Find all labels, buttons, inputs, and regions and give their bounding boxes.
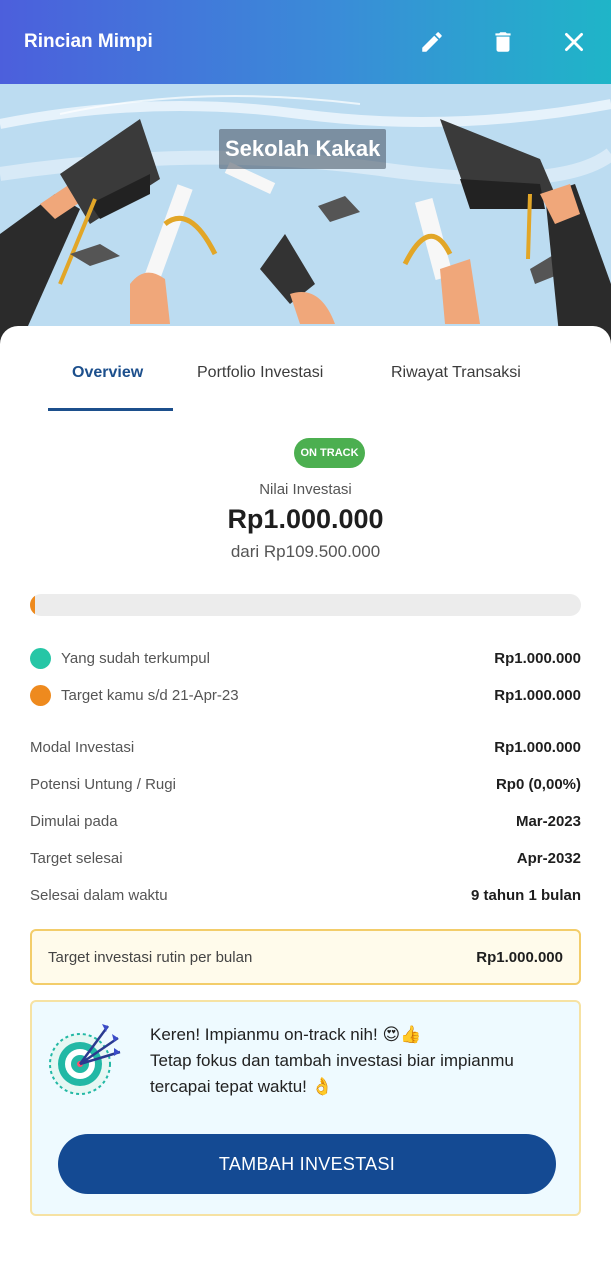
edit-icon[interactable]: [419, 29, 445, 55]
tab-riwayat-transaksi[interactable]: Riwayat Transaksi: [391, 364, 521, 381]
status-badge: ON TRACK: [294, 438, 365, 468]
detail-label: Target selesai: [30, 849, 123, 867]
legend-label: Yang sudah terkumpul: [61, 649, 210, 667]
detail-value: Apr-2032: [516, 849, 581, 867]
nilai-investasi-value: Rp1.000.000: [227, 504, 384, 534]
detail-row-dimulai: [30, 809, 581, 833]
legend-item-terkumpul: [30, 646, 581, 670]
motivation-line-2: Tetap fokus dan tambah investasi biar impianmu tercapai tepat waktu! 👌: [150, 1051, 514, 1096]
page-title: Rincian Mimpi: [24, 31, 153, 52]
trash-icon[interactable]: [490, 29, 516, 55]
tab-bar: [0, 326, 611, 412]
legend-value: Rp1.000.000: [494, 649, 581, 667]
motivation-box: [30, 1000, 581, 1216]
progress-bar: [30, 594, 581, 616]
monthly-target-label: Target investasi rutin per bulan: [48, 948, 253, 966]
detail-value: 9 tahun 1 bulan: [470, 886, 581, 904]
detail-label: Selesai dalam waktu: [30, 886, 168, 904]
target-total: dari Rp109.500.000: [230, 542, 381, 561]
dream-title: Sekolah Kakak: [219, 129, 386, 169]
legend-dot-icon: [30, 685, 51, 706]
detail-row-modal: [30, 735, 581, 759]
active-tab-indicator: [48, 408, 173, 411]
detail-value: Rp1.000.000: [494, 738, 581, 756]
target-dart-icon: [46, 1018, 126, 1098]
tab-portfolio-investasi[interactable]: Portfolio Investasi: [197, 364, 324, 381]
detail-row-target-selesai: [30, 846, 581, 870]
detail-row-potensi: [30, 772, 581, 796]
detail-value: Rp0 (0,00%): [495, 775, 581, 793]
detail-label: Modal Investasi: [30, 738, 135, 756]
detail-label: Dimulai pada: [30, 812, 118, 830]
legend-value: Rp1.000.000: [494, 686, 581, 704]
dream-banner: [0, 84, 611, 344]
app-header: [0, 0, 611, 84]
close-icon[interactable]: [561, 29, 587, 55]
monthly-target-value: Rp1.000.000: [476, 948, 563, 966]
dream-detail-card: [0, 326, 611, 1280]
motivation-line-1: Keren! Impianmu on-track nih! 😍👍: [150, 1025, 422, 1044]
legend-label: Target kamu s/d 21-Apr-23: [61, 686, 239, 704]
monthly-target-box: [30, 929, 581, 985]
nilai-investasi-label: Nilai Investasi: [259, 481, 352, 498]
tab-overview[interactable]: Overview: [72, 364, 144, 381]
graduation-illustration: [0, 84, 611, 344]
motivation-text: [150, 1022, 570, 1100]
detail-label: Potensi Untung / Rugi: [30, 775, 176, 793]
legend-dot-icon: [30, 648, 51, 669]
progress-fill: [30, 594, 35, 616]
detail-row-selesai-dalam: [30, 883, 581, 907]
detail-value: Mar-2023: [515, 812, 581, 830]
legend-item-target: [30, 683, 581, 707]
tambah-investasi-button[interactable]: TAMBAH INVESTASI: [58, 1134, 556, 1194]
